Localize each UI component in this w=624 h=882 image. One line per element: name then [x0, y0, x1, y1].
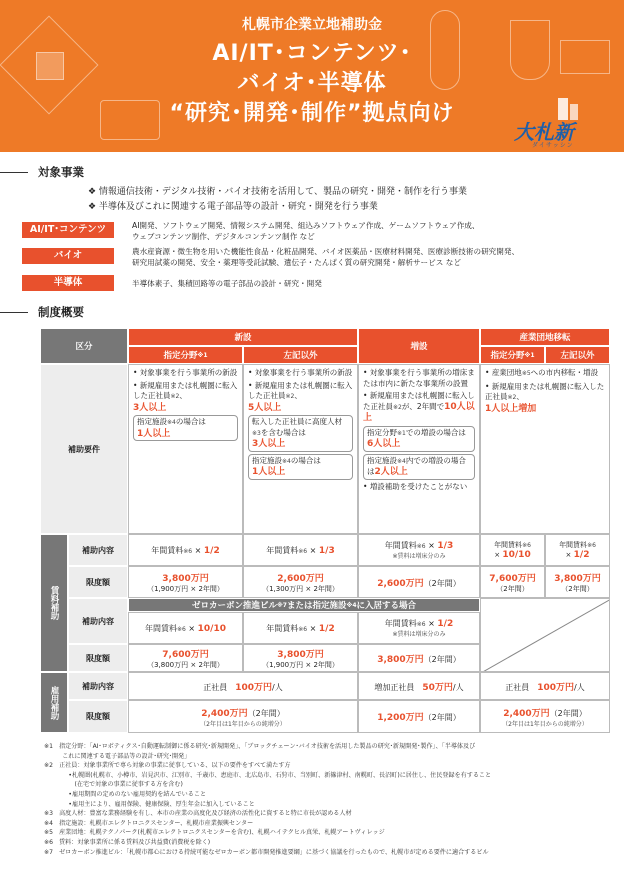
th-designated-label: 指定分野 [163, 351, 198, 361]
rent-ratio: 10/10 [197, 623, 226, 634]
req-text: を含む場合は [260, 427, 306, 437]
req-note: ※1 [397, 429, 406, 437]
emp-limit-move [480, 700, 610, 733]
emp-add [358, 672, 480, 700]
limit-note: （2年目は1年目からの純増分） [200, 720, 286, 728]
th-move-designated [480, 346, 545, 364]
req-text: での増設の場合は [405, 427, 466, 437]
req-note: ※2 [285, 393, 295, 400]
emp-limit-add [358, 700, 480, 733]
rent-new-designated [128, 534, 243, 566]
rent-note: ※6 [587, 542, 596, 549]
req-note: ※2 [393, 403, 402, 411]
th-new: 新設 [128, 328, 358, 346]
category-desc-ai-1: AI開発、ソフトウェア開発、情報システム開発、組込みソフトウェア作成、ゲームソフトウェア作成、 [132, 221, 480, 230]
th-move-designated-note: ※1 [524, 351, 535, 359]
rent-note: ※6 [177, 625, 186, 633]
limit-value: 2,400万円 [201, 708, 248, 719]
rent-note: ※6 [298, 625, 308, 633]
category-tag-bio: バイオ [22, 248, 114, 264]
limit-value: 3,800万円 [554, 573, 601, 584]
req-highlight: 3人以上 [252, 439, 286, 449]
rent-ratio: 1/2 [437, 619, 454, 629]
req-note: ※3 [252, 429, 261, 437]
section-rule [0, 312, 28, 313]
group-employment: 雇用補助 [40, 672, 68, 733]
req-text: 対象事業を行う事業所の増床または市内に新たな事業所の設置 [363, 368, 475, 388]
limit-sub: （3,800万円 × 2年間） [147, 660, 224, 669]
target-bullet-2: ❖ 半導体及びこれに関連する電子部品等の設計・研究・開発を行う事業 [88, 202, 378, 212]
req-text: 、 [294, 391, 302, 400]
rent-add [358, 534, 480, 566]
emp-label: 正社員 [203, 682, 228, 692]
req-bracket [363, 426, 475, 452]
rent-note: ※6 [416, 621, 426, 628]
hero-title-line3: “研究･開発･制作”拠点向け [169, 101, 455, 126]
emp-limit-new [128, 700, 358, 733]
rent-label: 年間賃料 [384, 619, 417, 628]
zero-carbon-header [128, 598, 480, 612]
req-highlight: 1人以上 [252, 467, 286, 477]
limit-new-designated [128, 566, 243, 598]
limit-sub: （2年間） [423, 654, 461, 664]
limit-sub: （2年間） [496, 584, 529, 593]
req-text: 指定施設 [137, 417, 167, 426]
footnote: これに関連する電子部品等の設計･研究･開発」 [44, 752, 191, 760]
daisasshin-logo [514, 98, 606, 150]
req-new-designated: • 対象事業を行う事業所の新設 • 新規雇用または札幌圏に転入した正社員※2、 3人以上 指定施設※4の場合は 1人以上 [128, 364, 243, 534]
limit-add [358, 566, 480, 598]
rent-note: ※6 [298, 547, 308, 555]
category-desc-ai-2: ウェブコンテンツ制作、デジタルコンテンツ制作 など [132, 232, 315, 241]
rent-label: 年間賃料 [494, 541, 523, 549]
req-text: 指定施設 [367, 455, 397, 465]
req-move: • 産業団地※5への市内移転・増設 • 新規雇用または札幌圏に転入した正社員※2、 1人以上増加 [480, 364, 610, 534]
req-bracket [248, 454, 353, 480]
hero-title-line2: バイオ･半導体 [237, 71, 387, 96]
zc-head-text: または指定施設 [286, 601, 347, 611]
req-text: 指定施設 [252, 455, 282, 465]
limit-sub: （1,900万円 × 2年間） [147, 584, 224, 593]
rent-label: 年間賃料 [559, 541, 588, 549]
req-text: の場合は [290, 455, 321, 465]
zc-head-text: に入居する場合 [356, 601, 417, 611]
group-rent: 賃料補助 [40, 534, 68, 672]
limit-sub: （2年間） [423, 578, 461, 588]
rent-note: ※6 [183, 547, 193, 555]
req-highlight: 1人以上 [137, 428, 171, 439]
emp-label: 増加正社員 [374, 682, 415, 692]
req-bracket [133, 415, 238, 441]
emp-label: 正社員 [505, 682, 530, 692]
req-add: • 対象事業を行う事業所の増床または市内に新たな事業所の設置 • 新規雇用または札幌圏に転入した正社員※2が、2年間で10人以上 指定分野※1での増設の場合は6人以上 指定施設※4内での増設の場合は2人以上 • 増設補助を受けたことがない [358, 364, 480, 534]
rent-ratio: 1/3 [318, 545, 335, 556]
rent-ratio: 10/10 [502, 550, 531, 560]
limit-value: 1,200万円 [377, 713, 424, 723]
rent-add-sub: ※賃料は増床分のみ [392, 553, 446, 560]
times-sign: × [194, 545, 202, 555]
req-highlight: 6人以上 [367, 439, 401, 449]
emp-value: 100万円 [537, 682, 575, 693]
req-note: ※4 [397, 457, 406, 465]
req-note: ※4 [282, 457, 291, 465]
req-note: ※4 [167, 419, 176, 426]
footnote: ※5 産業団地：札幌テクノパーク(札幌市エレクトロニクスセンターを含む)、札幌ハイテクヒル真栄、札幌アートヴィレッジ [44, 829, 385, 837]
req-text: 指定分野 [367, 427, 397, 437]
req-text: 新規雇用または札幌圏に転入した正社員 [133, 380, 238, 400]
times-sign: × [188, 623, 196, 633]
emp-value: 50万円 [422, 682, 453, 693]
zc-new-designated [128, 612, 243, 644]
move-na-cell [480, 598, 610, 672]
rent-ratio: 1/2 [573, 550, 590, 560]
req-bracket [363, 454, 475, 480]
limit-sub: （1,300万円 × 2年間） [262, 584, 339, 593]
target-section-header [0, 164, 84, 180]
footnote: ※3 高度人材：豊富な業務経験を有し、本市の産業の高度化及び経済の活性化に資すると特に市長が認める人材 [44, 810, 352, 818]
limit-value: 2,400万円 [503, 708, 550, 719]
row-rent-content: 補助内容 [68, 534, 128, 566]
th-move-other: 左記以外 [545, 346, 610, 364]
req-text: 、 [179, 391, 187, 400]
limit-note: （2年目は1年目からの純増分） [502, 720, 588, 728]
req-text: の場合は [175, 417, 206, 426]
emp-value: 100万円 [235, 682, 273, 693]
times-sign: × [309, 545, 317, 555]
logo-subtext: ダイサッシン [532, 142, 574, 149]
zc-note: ※7 [276, 601, 287, 609]
emp-unit: /人 [272, 682, 283, 692]
th-add: 増設 [358, 328, 480, 364]
req-text: 産業団地 [491, 368, 522, 377]
zc-note: ※4 [346, 601, 357, 609]
req-text: 新規雇用または札幌圏に転入した正社員 [363, 391, 475, 411]
rent-move-other [545, 534, 610, 566]
limit-value: 7,600万円 [162, 649, 209, 660]
footnote: •雇用主により、雇用保険、健康保険、厚生年金に加入していること [44, 800, 255, 808]
limit-sub: （2年間） [561, 584, 594, 593]
times-sign: × [494, 551, 501, 559]
req-text: への市内移転・増設 [530, 368, 599, 377]
req-text: 内での増設の場合は [367, 455, 466, 476]
rent-new-other [243, 534, 358, 566]
rent-label: 年間賃料 [266, 545, 299, 555]
limit-sub: （1,900万円 × 2年間） [262, 660, 339, 669]
limit-move-other [545, 566, 610, 598]
footnote: ※6 賃料：対象事業所に係る賃料及び共益費(消費税を除く) [44, 838, 211, 846]
zc-new-other [243, 612, 358, 644]
req-text: 転入した正社員に高度人材 [252, 417, 342, 426]
footnote: •雇用期間の定めのない雇用契約を結んでいること [44, 790, 207, 798]
footnote: ※7 ゼロカーボン推進ビル：「札幌市都心における持続可能なゼロカーボン都市開発推進要綱」に基づく協議を行ったもので、札幌市が定める要件に適合するビル [44, 848, 489, 856]
category-tag-semi: 半導体 [22, 275, 114, 291]
req-highlight: 1人以上増加 [485, 403, 537, 414]
category-desc-bio-1: 農水産資源・微生物を用いた機能性食品・化粧品開発、バイオ医薬品・医療材料開発、医療診断技術の研究開発、 [132, 247, 520, 256]
req-text: 対象事業を行う事業所の新設 [139, 368, 238, 377]
times-sign: × [428, 541, 435, 550]
rent-add-sub: ※賃料は増床分のみ [392, 631, 446, 638]
th-new-designated [128, 346, 243, 364]
rent-label: 年間賃料 [145, 623, 177, 633]
req-text: 対象事業を行う事業所の新設 [254, 368, 353, 377]
category-desc-semi: 半導体素子、集積回路等の電子部品の設計・研究・開発 [132, 279, 322, 288]
category-tag-ai: AI/IT･コンテンツ [22, 222, 114, 238]
target-section-title: 対象事業 [38, 165, 84, 179]
limit-value: 2,600万円 [377, 578, 424, 589]
footnotes [44, 742, 614, 857]
limit-value: 3,800万円 [277, 649, 324, 660]
section-rule [0, 172, 28, 173]
limit-sub: （2年間） [423, 713, 461, 722]
hero-banner [0, 0, 624, 152]
limit-sub: （2年間） [549, 708, 587, 718]
limit-new-other [243, 566, 358, 598]
rent-label: 年間賃料 [151, 545, 184, 555]
th-kubun: 区分 [40, 328, 128, 364]
req-highlight: 10人以上 [363, 401, 475, 423]
req-note: ※2 [170, 393, 180, 400]
zc-head-text: ゼロカーボン推進ビル [191, 601, 277, 611]
row-zc-content: 補助内容 [68, 598, 128, 644]
footnote: ※4 指定施設：札幌市エレクトロニクスセンター、札幌市産業振興センター [44, 819, 254, 827]
emp-unit: /人 [574, 682, 585, 692]
req-text: 、 [516, 392, 524, 401]
footnote: ※2 正社員：対象事業所で専ら対象の事業に従事している、以下の要件をすべて満たす方 [44, 762, 291, 770]
row-emp-content: 補助内容 [68, 672, 128, 700]
limit-value: 3,800万円 [162, 573, 209, 584]
row-emp-limit: 限度額 [68, 700, 128, 733]
emp-new [128, 672, 358, 700]
limit-value: 2,600万円 [277, 573, 324, 584]
rent-ratio: 1/3 [437, 541, 454, 551]
overview-section-title: 制度概要 [38, 305, 84, 319]
req-note: ※5 [521, 370, 531, 377]
category-desc-bio-2: 研究用試薬の開発、安全・薬理等受託試験、遺伝子・たんぱく質の研究開発・解析サービス など [132, 258, 461, 267]
req-note: ※2 [507, 394, 517, 401]
limit-value: 7,600万円 [489, 573, 536, 584]
hero-title-line1: AI/IT･コンテンツ･ [212, 41, 412, 66]
zc-limit-new-designated [128, 644, 243, 672]
limit-sub: （2年間） [247, 708, 285, 718]
emp-unit: /人 [452, 682, 464, 692]
rent-note: ※6 [416, 543, 426, 550]
rent-label: 年間賃料 [384, 541, 417, 550]
req-text: が、2年間で [401, 401, 445, 411]
limit-move-designated [480, 566, 545, 598]
times-sign: × [428, 619, 435, 628]
rent-ratio: 1/2 [318, 623, 335, 634]
zc-limit-new-other [243, 644, 358, 672]
footnote: ※1 指定分野：「AI･ロボティクス･自動運転制御に係る研究･新規開発」、「ブロックチェーン･バイオ技術を活用した製品の研究･新規開発･製作」、「半導体及び [44, 743, 476, 750]
zc-add [358, 612, 480, 644]
rent-ratio: 1/2 [203, 545, 220, 556]
footnote: (在宅で対象の事業に従事する方を含む) [44, 781, 183, 789]
rent-move-designated [480, 534, 545, 566]
emp-move [480, 672, 610, 700]
times-sign: × [309, 623, 317, 633]
rent-note: ※6 [522, 542, 531, 549]
rent-label: 年間賃料 [266, 623, 299, 633]
row-zc-limit: 限度額 [68, 644, 128, 672]
logo-text: 大札新 [514, 120, 574, 144]
row-requirements: 補助要件 [40, 364, 128, 534]
req-bracket [248, 415, 353, 452]
diagonal-slash [481, 599, 610, 672]
th-designated-note: ※1 [197, 351, 208, 359]
target-bullet-1: ❖ 情報通信技術・デジタル技術・バイオ技術を活用して、製品の研究・開発・制作を行う事業 [88, 187, 467, 197]
req-highlight: 5人以上 [248, 402, 282, 413]
th-new-other: 左記以外 [243, 346, 358, 364]
th-move-designated-label: 指定分野 [490, 351, 525, 361]
limit-value: 3,800万円 [377, 654, 424, 665]
req-new-other: • 対象事業を行う事業所の新設 • 新規雇用または札幌圏に転入した正社員※2、 5人以上 転入した正社員に高度人材※3を含む場合は 3人以上 指定施設※4の場合は 1人以上 [243, 364, 358, 534]
zc-limit-add [358, 644, 480, 672]
req-text: 増設補助を受けたことがない [369, 481, 468, 491]
footnote: •札幌圏(札幌市、小樽市、岩見沢市、江別市、千歳市、恵庭市、北広島市、石狩市、当別町、新篠津村、南幌町、長沼町)に居住し、住民登録を有すること [44, 771, 492, 779]
times-sign: × [565, 551, 572, 559]
row-rent-limit: 限度額 [68, 566, 128, 598]
hero-subtitle: 札幌市企業立地補助金 [242, 17, 382, 33]
th-move: 産業団地移転 [480, 328, 610, 346]
req-highlight: 3人以上 [133, 402, 167, 413]
overview-section-header [0, 304, 84, 320]
req-highlight: 2人以上 [374, 467, 408, 477]
overview-table [40, 328, 610, 733]
req-text: 新規雇用または札幌圏に転入した正社員 [248, 380, 353, 400]
req-text: 新規雇用または札幌圏に転入した正社員 [485, 381, 605, 401]
